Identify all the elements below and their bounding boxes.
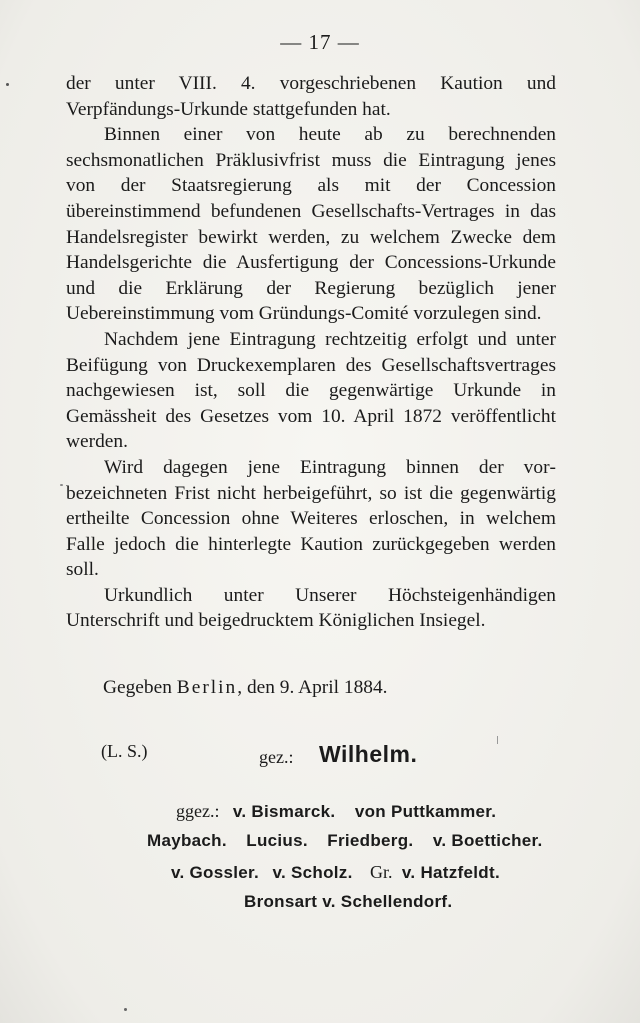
paragraph-publication: Nachdem jene Eintragung rechtzeitig erfolgt und unter Beifügung von Druckexemplaren des Gesellschaftsvertrages nachgewiesen ist, soll die gegenwärtige Urkunde in Gemässheit des Gesetzes vom 10. April 1872 veröffentlicht werden. — [66, 328, 556, 453]
page-number: — 17 — — [280, 30, 360, 54]
given-date-line — [103, 677, 388, 699]
given-prefix: Gegeben — [103, 677, 172, 698]
minister-hatzfeldt: v. Hatzfeldt. — [401, 863, 500, 882]
countersign-line-4 — [244, 892, 452, 912]
minister-maybach: Maybach. — [147, 831, 227, 850]
minister-bismarck: v. Bismarck. — [232, 802, 336, 821]
countersign-line-3 — [171, 862, 500, 883]
given-place: Berlin — [176, 677, 238, 698]
seal-mark: (L. S.) — [101, 741, 148, 761]
paragraph-registration-deadline: Binnen einer von heute ab zu berechnenden sechsmonatlichen Präklusivfrist muss die Eintragung jenes von der Staatsregierung als mit der Concession übereinstimmend befundenen Gesellschafts-Vertrages in das Handelsregister bewirkt werden, zu welchem Zwecke dem Handelsgerichte die Ausfertigung der Concessions-Urkunde und die Erklärung der Regierung bezüglich jener Uebereinstimmung vom Gründungs-Comité vorzulegen sind. — [66, 124, 556, 325]
print-speck — [497, 736, 498, 744]
minister-scholz: v. Scholz. — [272, 863, 353, 882]
countersign-line-2 — [147, 831, 543, 851]
print-speck — [124, 1008, 127, 1011]
paragraph-attestation: Urkundlich unter Unserer Höchsteigenhändigen Unterschrift und beigedrucktem Königlichen Insiegel. — [66, 584, 556, 632]
countersign-label: ggez.: — [176, 801, 220, 821]
paragraph-expiry: Wird dagegen jene Eintragung binnen der vorbezeichneten Frist nicht herbeigeführt, so ist die gegenwärtig ertheilte Concession ohne Weiteres erloschen, in welchem Falle jedoch die hinterlegte Kaution zurückgegeben werden soll. — [66, 456, 556, 581]
body-text — [66, 71, 556, 634]
minister-lucius: Lucius. — [246, 831, 308, 850]
paragraph-continuation: der unter VIII. 4. vorgeschriebenen Kaution und Verpfändungs-Urkunde stattgefunden hat. — [66, 73, 556, 120]
minister-hatzfeldt-prefix: Gr. — [370, 862, 393, 882]
minister-boetticher: v. Boetticher. — [432, 831, 543, 850]
minister-puttkammer: von Puttkammer. — [354, 802, 497, 821]
given-date: , den 9. April 1884. — [237, 677, 388, 698]
minister-friedberg: Friedberg. — [327, 831, 414, 850]
print-speck — [6, 83, 9, 86]
signed-label: gez.: — [259, 747, 294, 767]
emperor-signature: Wilhelm. — [319, 741, 418, 767]
countersign-line-1 — [176, 801, 496, 822]
minister-bronsart: Bronsart v. Schellendorf. — [244, 892, 453, 911]
print-speck — [60, 484, 63, 486]
minister-gossler: v. Gossler. — [171, 863, 260, 882]
